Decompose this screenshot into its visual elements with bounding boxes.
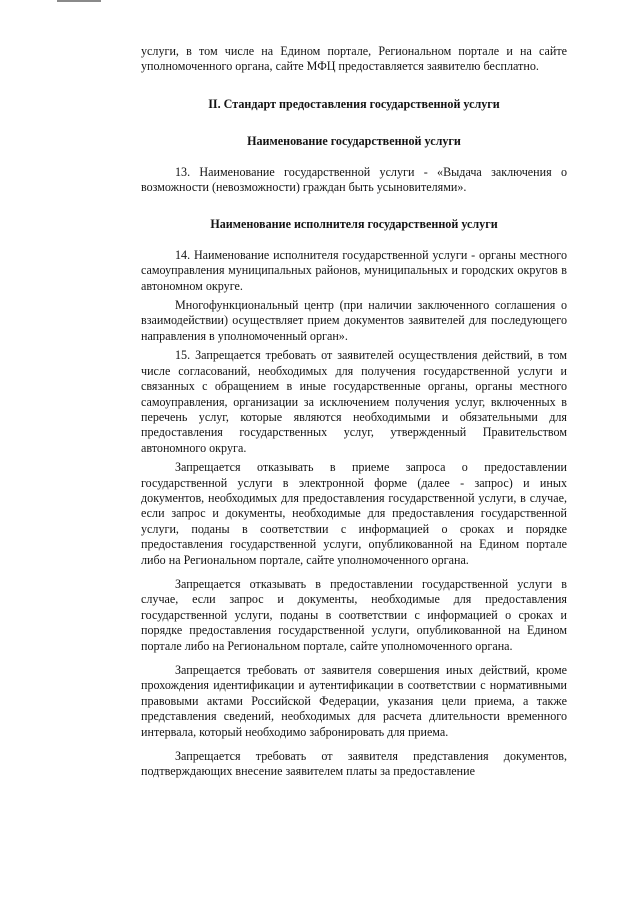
intro-paragraph: услуги, в том числе на Едином портале, Региональном портале и на сайте уполномоченного органа, сайте МФЦ предоставляется заявителю бесплатно. — [141, 44, 567, 74]
paragraph-14: 14. Наименование исполнителя государственной услуги - органы местного самоуправления муниципальных районов, муниципальных и городских округов в автономном округе. — [141, 247, 567, 293]
scan-edge-mark — [57, 0, 101, 2]
paragraph-15: 15. Запрещается требовать от заявителей осуществления действий, в том числе согласований, необходимых для получения государственной услуги и связанных с обращением в иные государственные органы, органы местного самоуправления, организации за исключением получения услуг, включенных в перечень услуг, которые являются необходимыми и обязательными для предоставления государственных услуг, утвержденный Правительством автономного округа. — [141, 348, 567, 455]
heading-service-name: Наименование государственной услуги — [247, 134, 461, 149]
paragraph-payment: Запрещается требовать от заявителя представления документов, подтверждающих внесение заявителем платы за предоставление — [141, 749, 567, 779]
section-title: II. Стандарт предоставления государственной услуги — [208, 96, 500, 111]
paragraph-13: 13. Наименование государственной услуги - «Выдача заключения о возможности (невозможности) граждан быть усыновителями». — [141, 164, 567, 195]
paragraph-refuse-accept: Запрещается отказывать в приеме запроса о предоставлении государственной услуги в электронной форме (далее - запрос) и иных документов, необходимых для предоставления государственной услуги, в случае, если запрос и документы, необходимые для предоставления государственной услуги, поданы в соответствии с информацией о сроках и порядке предоставления государственной услуги, опубликованной на Едином портале либо на Региональном портале, сайте уполномоченного органа. — [141, 460, 567, 567]
paragraph-refuse-provide: Запрещается отказывать в предоставлении государственной услуги в случае, если запрос и документы, необходимые для предоставления государственной услуги, поданы в соответствии с информацией о сроках и порядке предоставления государственной услуги, опубликованной на Едином портале либо на Региональном портале, сайте уполномоченного органа. — [141, 576, 567, 653]
paragraph-mfc: Многофункциональный центр (при наличии заключенного соглашения о взаимодействии) осуществляет прием документов заявителей для последующего направления в уполномоченный орган». — [141, 298, 567, 343]
heading-executor-name: Наименование исполнителя государственной услуги — [210, 217, 498, 232]
paragraph-other-actions: Запрещается требовать от заявителя совершения иных действий, кроме прохождения идентификации и аутентификации в соответствии с нормативными правовыми актами Российской Федерации, указания цели приема, а также представления сведений, необходимых для расчета длительности временного интервала, который необходимо забронировать для приема. — [141, 663, 567, 739]
document-page — [141, 44, 567, 780]
